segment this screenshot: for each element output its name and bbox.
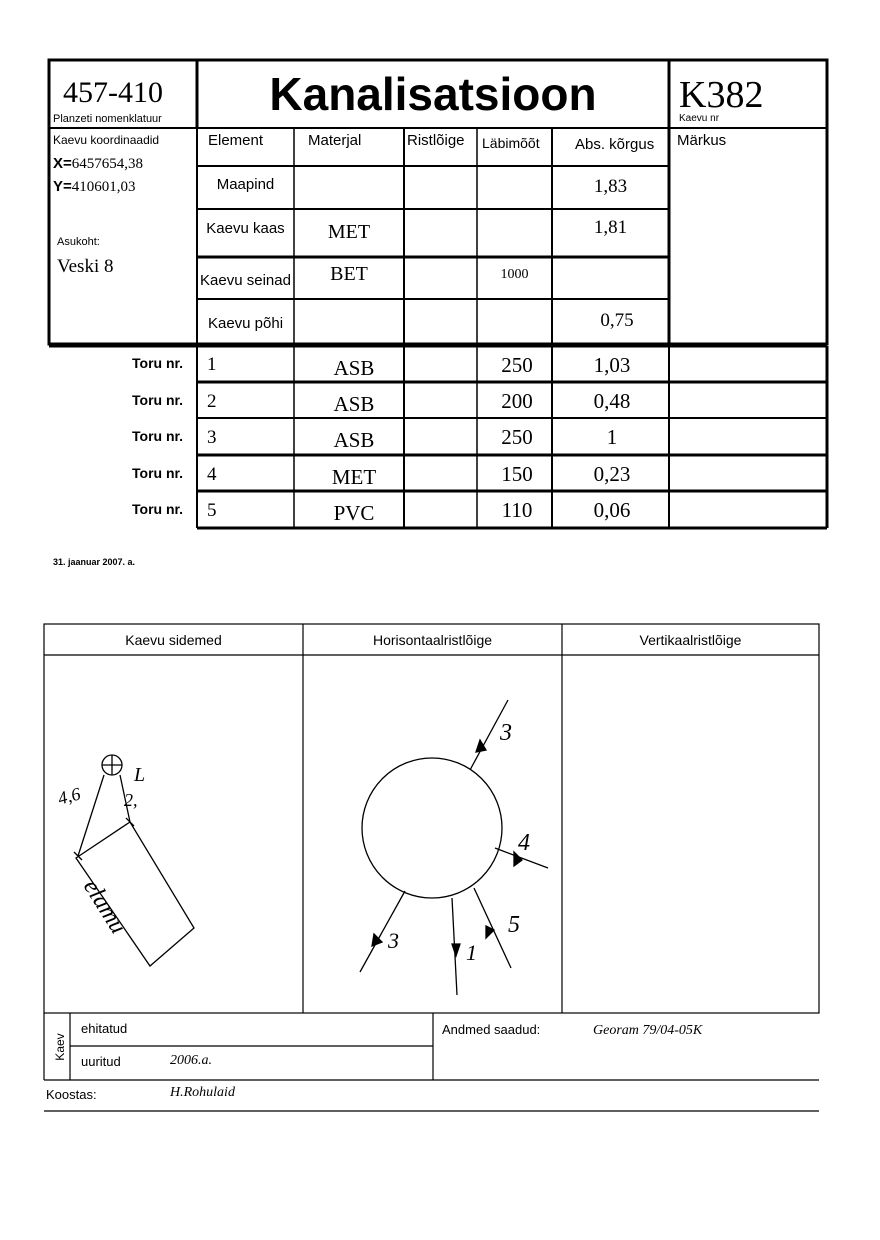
surveyed-label: uuritud xyxy=(81,1054,121,1069)
pipe-material: ASB xyxy=(333,427,375,452)
col-element: Element xyxy=(208,132,264,149)
pipe-abs-height: 0,23 xyxy=(593,461,631,486)
location-label: Asukoht: xyxy=(57,236,100,248)
pipe-number: 5 xyxy=(207,500,217,521)
compiled-value: H.Rohulaid xyxy=(170,1085,235,1100)
col-abs-height: Abs. kõrgus xyxy=(575,136,655,153)
element-name: Kaevu seinad xyxy=(200,271,291,289)
col-cross-section: Ristlõige xyxy=(407,132,465,149)
kaev-label: Kaev xyxy=(53,1033,67,1061)
pipe-label: Toru nr. xyxy=(132,392,184,408)
col-remarks: Märkus xyxy=(677,132,727,149)
built-label: ehitatud xyxy=(81,1021,128,1036)
pipe-abs-height: 1,03 xyxy=(593,352,631,377)
pipe-label-1: 1 xyxy=(466,940,477,965)
well-number-label: Kaevu nr xyxy=(679,113,720,124)
element-abs-height: 1,83 xyxy=(593,176,628,197)
element-material: MET xyxy=(327,220,371,243)
pipe-abs-height: 0,48 xyxy=(593,388,631,413)
building-label: elamu xyxy=(77,875,132,939)
pipe-number: 4 xyxy=(207,464,217,485)
element-name: Kaevu kaas xyxy=(206,219,285,237)
element-material: BET xyxy=(330,262,368,285)
surveyed-value: 2006.a. xyxy=(170,1053,212,1068)
col-diameter: Läbimõõt xyxy=(482,135,540,151)
pipe-label: Toru nr. xyxy=(132,501,184,517)
data-from-value: Georam 79/04-05K xyxy=(593,1023,703,1038)
well-number: K382 xyxy=(679,74,764,116)
pipe-5 xyxy=(474,888,511,968)
sheet-number: 457-410 xyxy=(63,76,163,109)
pipe-number: 2 xyxy=(207,391,217,412)
element-abs-height: 0,75 xyxy=(600,310,634,331)
x-value: 6457654,38 xyxy=(71,156,144,172)
pipe-abs-height: 0,06 xyxy=(593,497,631,522)
y-label: Y= xyxy=(53,178,72,195)
pipe-abs-height: 1 xyxy=(606,424,618,449)
sketch-col3-title: Vertikaalristlõige xyxy=(639,632,742,648)
pipe-material: ASB xyxy=(333,391,375,416)
pipe-diameter: 110 xyxy=(501,497,533,522)
element-diameter: 1000 xyxy=(500,267,529,282)
document-date: 31. jaanuar 2007. a. xyxy=(53,557,136,567)
pipe-material: MET xyxy=(331,464,377,489)
element-abs-height: 1,81 xyxy=(593,217,628,238)
pipe-label-5: 5 xyxy=(508,912,520,938)
pipe-diameter: 200 xyxy=(501,388,533,413)
pipe-label: Toru nr. xyxy=(132,355,184,371)
pipe-diameter: 150 xyxy=(501,461,533,486)
well-circle xyxy=(362,758,502,898)
element-name: Maapind xyxy=(216,176,275,193)
pipe-label-4: 4 xyxy=(518,830,530,856)
compiled-label: Koostas: xyxy=(46,1087,97,1102)
tie-mark: L xyxy=(134,764,146,786)
pipe-diameter: 250 xyxy=(501,424,533,449)
sketch-col1-title: Kaevu sidemed xyxy=(125,632,222,648)
tie-right-distance: 2, xyxy=(124,790,138,810)
pipe-label-3-bottom: 3 xyxy=(388,928,399,953)
pipe-label: Toru nr. xyxy=(132,428,184,444)
page-title: Kanalisatsioon xyxy=(269,68,597,120)
pipe-material: PVC xyxy=(333,501,375,525)
pipe-diameter: 250 xyxy=(501,352,533,377)
pipe-label: Toru nr. xyxy=(132,465,184,481)
data-from-label: Andmed saadud: xyxy=(442,1022,541,1037)
location-value: Veski 8 xyxy=(57,256,114,277)
y-value: 410601,03 xyxy=(71,179,136,195)
pipe-number: 3 xyxy=(207,427,217,448)
sheet-number-label: Planzeti nomenklatuur xyxy=(53,113,162,125)
col-material: Materjal xyxy=(308,132,362,149)
tie-left-distance: 4,6 xyxy=(55,783,83,809)
x-label: X= xyxy=(53,155,72,172)
pipe-label-3-top: 3 xyxy=(500,720,512,746)
sketch-col2-title: Horisontaalristlõige xyxy=(372,632,493,648)
coordinates-label: Kaevu koordinaadid xyxy=(53,133,160,147)
element-name: Kaevu põhi xyxy=(207,314,284,332)
pipe-number: 1 xyxy=(207,354,217,375)
pipe-material: ASB xyxy=(333,355,375,380)
